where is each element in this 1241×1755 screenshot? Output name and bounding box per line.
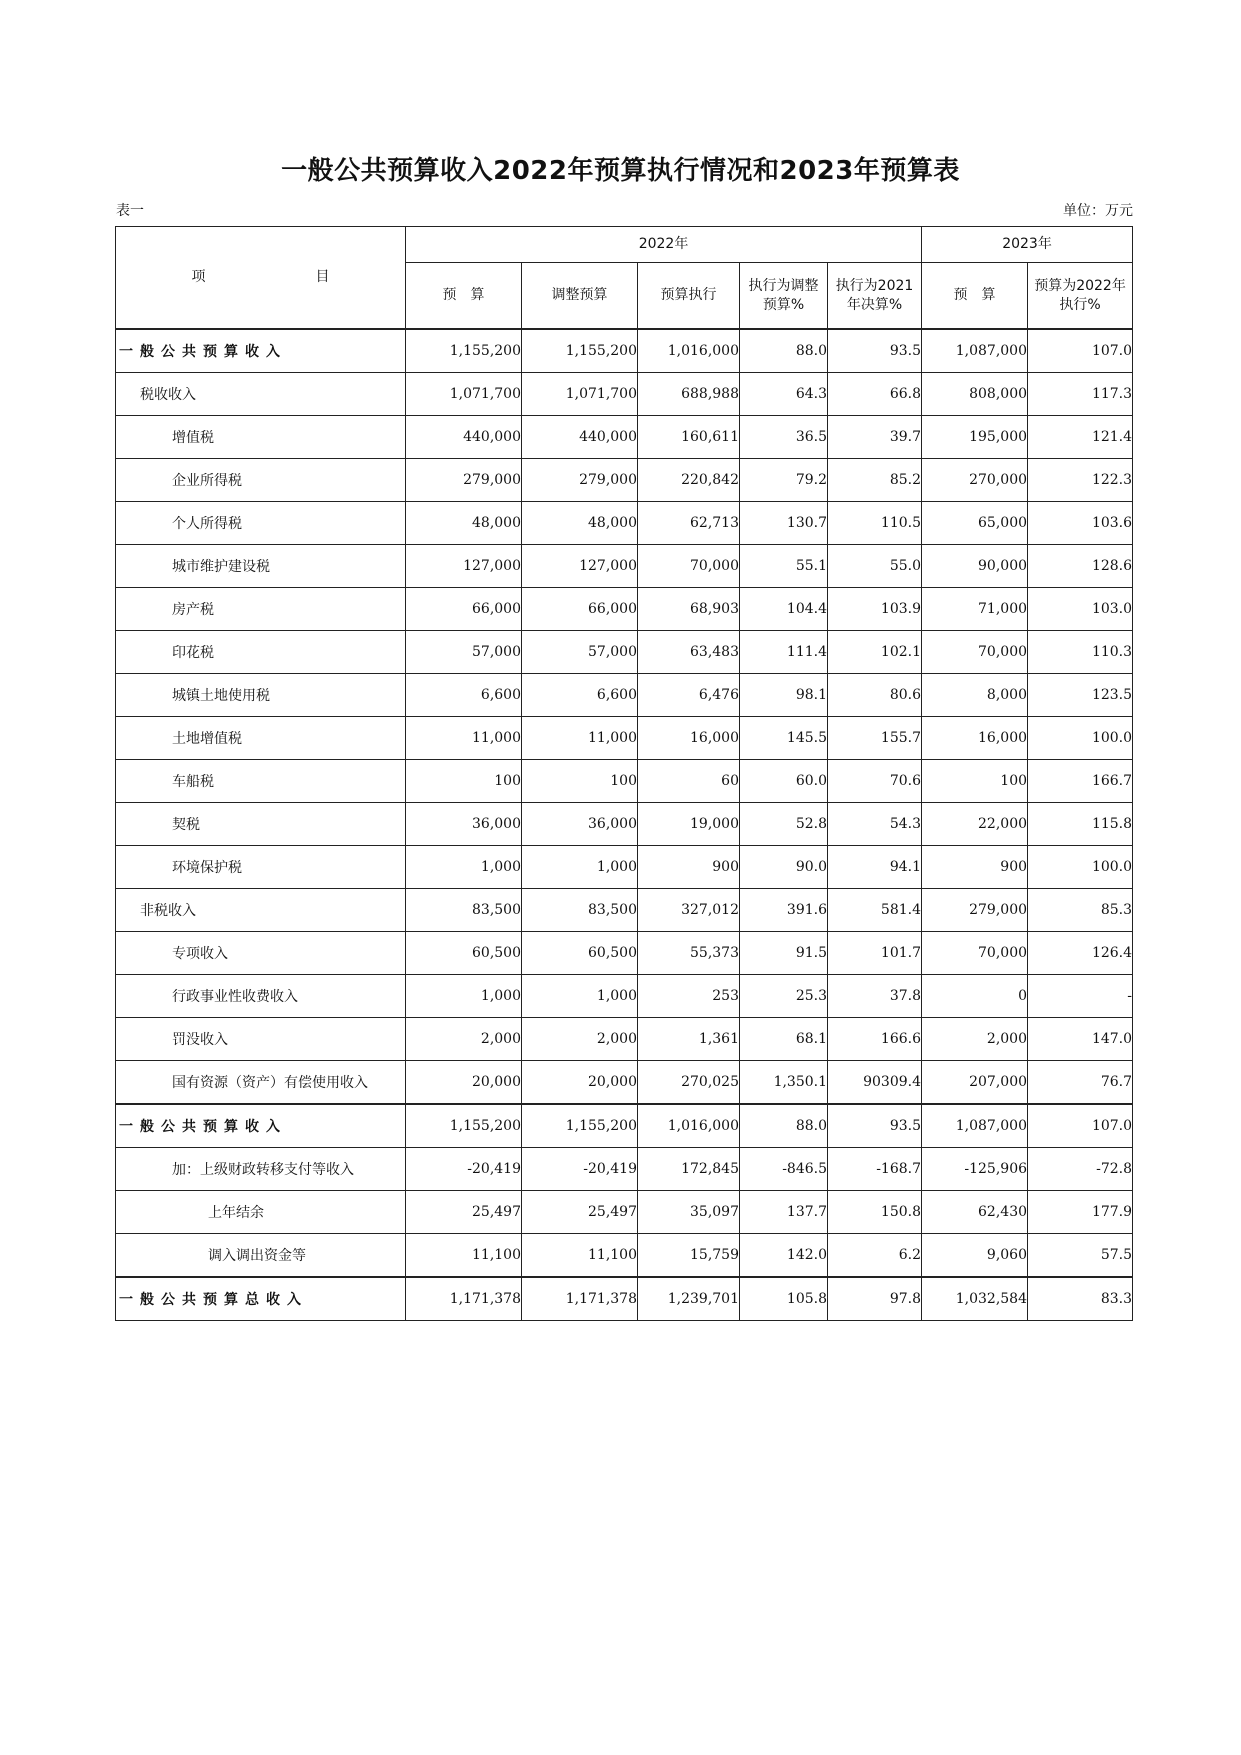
table-row xyxy=(116,674,1133,717)
row-label: 一般公共预算总收入 xyxy=(116,1277,406,1321)
value-cell: 93.5 xyxy=(828,1104,922,1148)
value-cell: 6,600 xyxy=(522,674,638,717)
value-cell: 110.3 xyxy=(1028,631,1133,674)
value-cell: 55.0 xyxy=(828,545,922,588)
value-cell: 2,000 xyxy=(406,1018,522,1061)
value-cell: 2,000 xyxy=(522,1018,638,1061)
value-cell: 1,000 xyxy=(406,846,522,889)
value-cell: 0 xyxy=(922,975,1028,1018)
table-row xyxy=(116,1148,1133,1191)
column-header: 执行为调整 预算% xyxy=(740,263,828,330)
value-cell: 55.1 xyxy=(740,545,828,588)
value-cell: 1,000 xyxy=(522,846,638,889)
value-cell: 1,032,584 xyxy=(922,1277,1028,1321)
value-cell: -20,419 xyxy=(406,1148,522,1191)
value-cell: 1,155,200 xyxy=(406,329,522,373)
value-cell: 65,000 xyxy=(922,502,1028,545)
table-row xyxy=(116,1191,1133,1234)
table-row xyxy=(116,1018,1133,1061)
value-cell: 115.8 xyxy=(1028,803,1133,846)
value-cell: 16,000 xyxy=(638,717,740,760)
row-label: 行政事业性收费收入 xyxy=(116,975,406,1018)
value-cell: 57,000 xyxy=(522,631,638,674)
value-cell: 1,087,000 xyxy=(922,329,1028,373)
table-row xyxy=(116,717,1133,760)
value-cell: 83.3 xyxy=(1028,1277,1133,1321)
value-cell: 177.9 xyxy=(1028,1191,1133,1234)
table-row xyxy=(116,846,1133,889)
value-cell: 137.7 xyxy=(740,1191,828,1234)
value-cell: 70,000 xyxy=(922,631,1028,674)
value-cell: 104.4 xyxy=(740,588,828,631)
value-cell: 60,500 xyxy=(522,932,638,975)
value-cell: 6.2 xyxy=(828,1234,922,1278)
value-cell: 71,000 xyxy=(922,588,1028,631)
column-header: 调整预算 xyxy=(522,263,638,330)
value-cell: 440,000 xyxy=(406,416,522,459)
value-cell: 103.0 xyxy=(1028,588,1133,631)
value-cell: 2,000 xyxy=(922,1018,1028,1061)
value-cell: 19,000 xyxy=(638,803,740,846)
table-row xyxy=(116,416,1133,459)
column-header: 预算为2022年 执行% xyxy=(1028,263,1133,330)
value-cell: 130.7 xyxy=(740,502,828,545)
total-row xyxy=(116,1104,1133,1148)
value-cell: 1,155,200 xyxy=(522,329,638,373)
value-cell: 327,012 xyxy=(638,889,740,932)
row-label: 土地增值税 xyxy=(116,717,406,760)
value-cell: 64.3 xyxy=(740,373,828,416)
value-cell: 270,000 xyxy=(922,459,1028,502)
value-cell: 1,000 xyxy=(406,975,522,1018)
value-cell: 166.6 xyxy=(828,1018,922,1061)
value-cell: 25,497 xyxy=(522,1191,638,1234)
value-cell: 85.2 xyxy=(828,459,922,502)
value-cell: 54.3 xyxy=(828,803,922,846)
value-cell: 166.7 xyxy=(1028,760,1133,803)
value-cell: 1,016,000 xyxy=(638,329,740,373)
value-cell: 207,000 xyxy=(922,1061,1028,1105)
value-cell: 36,000 xyxy=(406,803,522,846)
table-row xyxy=(116,631,1133,674)
row-label: 一般公共预算收入 xyxy=(116,329,406,373)
value-cell: 6,476 xyxy=(638,674,740,717)
value-cell: 279,000 xyxy=(406,459,522,502)
value-cell: 83,500 xyxy=(406,889,522,932)
value-cell: 90309.4 xyxy=(828,1061,922,1105)
value-cell: 93.5 xyxy=(828,329,922,373)
value-cell: 76.7 xyxy=(1028,1061,1133,1105)
value-cell: 39.7 xyxy=(828,416,922,459)
value-cell: 900 xyxy=(638,846,740,889)
value-cell: 107.0 xyxy=(1028,1104,1133,1148)
column-header: 预 算 xyxy=(922,263,1028,330)
value-cell: 270,025 xyxy=(638,1061,740,1105)
value-cell: 147.0 xyxy=(1028,1018,1133,1061)
row-label: 一般公共预算收入 xyxy=(116,1104,406,1148)
column-header: 执行为2021 年决算% xyxy=(828,263,922,330)
value-cell: 35,097 xyxy=(638,1191,740,1234)
item-header-part-1: 项 xyxy=(191,269,206,285)
value-cell: 279,000 xyxy=(922,889,1028,932)
value-cell: 66.8 xyxy=(828,373,922,416)
value-cell: 1,155,200 xyxy=(406,1104,522,1148)
value-cell: 160,611 xyxy=(638,416,740,459)
unit-label: 单位：万元 xyxy=(1063,203,1133,219)
value-cell: 11,000 xyxy=(406,717,522,760)
value-cell: 172,845 xyxy=(638,1148,740,1191)
table-row xyxy=(116,1061,1133,1105)
value-cell: -20,419 xyxy=(522,1148,638,1191)
value-cell: 90,000 xyxy=(922,545,1028,588)
value-cell: 91.5 xyxy=(740,932,828,975)
value-cell: 117.3 xyxy=(1028,373,1133,416)
row-label: 非税收入 xyxy=(116,889,406,932)
value-cell: 20,000 xyxy=(522,1061,638,1105)
row-label: 上年结余 xyxy=(116,1191,406,1234)
value-cell: 22,000 xyxy=(922,803,1028,846)
value-cell: 60.0 xyxy=(740,760,828,803)
value-cell: 128.6 xyxy=(1028,545,1133,588)
row-label: 契税 xyxy=(116,803,406,846)
value-cell: 11,100 xyxy=(406,1234,522,1278)
item-column-header xyxy=(116,227,406,330)
row-label: 个人所得税 xyxy=(116,502,406,545)
group-header-2023: 2023年 xyxy=(922,227,1133,263)
column-header: 预算执行 xyxy=(638,263,740,330)
value-cell: 36.5 xyxy=(740,416,828,459)
value-cell: 900 xyxy=(922,846,1028,889)
value-cell: 1,087,000 xyxy=(922,1104,1028,1148)
value-cell: 107.0 xyxy=(1028,329,1133,373)
value-cell: 1,171,378 xyxy=(522,1277,638,1321)
value-cell: 94.1 xyxy=(828,846,922,889)
value-cell: 103.6 xyxy=(1028,502,1133,545)
value-cell: 1,071,700 xyxy=(406,373,522,416)
value-cell: -846.5 xyxy=(740,1148,828,1191)
table-row xyxy=(116,502,1133,545)
row-label: 城镇土地使用税 xyxy=(116,674,406,717)
value-cell: 83,500 xyxy=(522,889,638,932)
value-cell: 1,071,700 xyxy=(522,373,638,416)
value-cell: 155.7 xyxy=(828,717,922,760)
table-row xyxy=(116,1234,1133,1278)
value-cell: 121.4 xyxy=(1028,416,1133,459)
value-cell: 101.7 xyxy=(828,932,922,975)
row-label: 环境保护税 xyxy=(116,846,406,889)
value-cell: 63,483 xyxy=(638,631,740,674)
value-cell: 85.3 xyxy=(1028,889,1133,932)
value-cell: 1,000 xyxy=(522,975,638,1018)
value-cell: 1,155,200 xyxy=(522,1104,638,1148)
value-cell: 142.0 xyxy=(740,1234,828,1278)
value-cell: 6,600 xyxy=(406,674,522,717)
value-cell: 220,842 xyxy=(638,459,740,502)
value-cell: 1,361 xyxy=(638,1018,740,1061)
table-label: 表一 xyxy=(116,203,144,219)
value-cell: 55,373 xyxy=(638,932,740,975)
value-cell: 70,000 xyxy=(638,545,740,588)
value-cell: 20,000 xyxy=(406,1061,522,1105)
value-cell: 48,000 xyxy=(406,502,522,545)
row-label: 国有资源（资产）有偿使用收入 xyxy=(116,1061,406,1105)
value-cell: 15,759 xyxy=(638,1234,740,1278)
page-title: 一般公共预算收入2022年预算执行情况和2023年预算表 xyxy=(281,156,960,186)
value-cell: 581.4 xyxy=(828,889,922,932)
value-cell: 102.1 xyxy=(828,631,922,674)
value-cell: 70,000 xyxy=(922,932,1028,975)
value-cell: 111.4 xyxy=(740,631,828,674)
row-label: 房产税 xyxy=(116,588,406,631)
value-cell: 60 xyxy=(638,760,740,803)
value-cell: 8,000 xyxy=(922,674,1028,717)
value-cell: 808,000 xyxy=(922,373,1028,416)
value-cell: 80.6 xyxy=(828,674,922,717)
value-cell: 16,000 xyxy=(922,717,1028,760)
value-cell: 79.2 xyxy=(740,459,828,502)
value-cell: - xyxy=(1028,975,1133,1018)
value-cell: -168.7 xyxy=(828,1148,922,1191)
value-cell: 88.0 xyxy=(740,1104,828,1148)
table-row xyxy=(116,932,1133,975)
value-cell: 123.5 xyxy=(1028,674,1133,717)
value-cell: 103.9 xyxy=(828,588,922,631)
value-cell: 37.8 xyxy=(828,975,922,1018)
item-header-part-2: 目 xyxy=(315,269,330,285)
value-cell: 1,350.1 xyxy=(740,1061,828,1105)
table-row xyxy=(116,459,1133,502)
column-header: 预 算 xyxy=(406,263,522,330)
value-cell: 253 xyxy=(638,975,740,1018)
value-cell: 688,988 xyxy=(638,373,740,416)
value-cell: 195,000 xyxy=(922,416,1028,459)
table-row xyxy=(116,975,1133,1018)
row-label: 税收收入 xyxy=(116,373,406,416)
total-row xyxy=(116,1277,1133,1321)
value-cell: 88.0 xyxy=(740,329,828,373)
value-cell: 68.1 xyxy=(740,1018,828,1061)
table-row xyxy=(116,803,1133,846)
value-cell: 36,000 xyxy=(522,803,638,846)
row-label: 车船税 xyxy=(116,760,406,803)
value-cell: 100 xyxy=(922,760,1028,803)
value-cell: 150.8 xyxy=(828,1191,922,1234)
row-label: 企业所得税 xyxy=(116,459,406,502)
table-row xyxy=(116,545,1133,588)
value-cell: 100.0 xyxy=(1028,846,1133,889)
value-cell: -125,906 xyxy=(922,1148,1028,1191)
value-cell: 57,000 xyxy=(406,631,522,674)
value-cell: 66,000 xyxy=(406,588,522,631)
value-cell: 9,060 xyxy=(922,1234,1028,1278)
value-cell: 1,171,378 xyxy=(406,1277,522,1321)
value-cell: 1,239,701 xyxy=(638,1277,740,1321)
value-cell: 100 xyxy=(522,760,638,803)
row-label: 调入调出资金等 xyxy=(116,1234,406,1278)
value-cell: -72.8 xyxy=(1028,1148,1133,1191)
value-cell: 68,903 xyxy=(638,588,740,631)
value-cell: 127,000 xyxy=(406,545,522,588)
value-cell: 66,000 xyxy=(522,588,638,631)
table-row xyxy=(116,889,1133,932)
value-cell: 97.8 xyxy=(828,1277,922,1321)
budget-table xyxy=(115,226,1133,1321)
value-cell: 90.0 xyxy=(740,846,828,889)
value-cell: 105.8 xyxy=(740,1277,828,1321)
value-cell: 145.5 xyxy=(740,717,828,760)
group-header-2022: 2022年 xyxy=(406,227,922,263)
value-cell: 11,000 xyxy=(522,717,638,760)
row-label: 印花税 xyxy=(116,631,406,674)
value-cell: 70.6 xyxy=(828,760,922,803)
value-cell: 52.8 xyxy=(740,803,828,846)
value-cell: 98.1 xyxy=(740,674,828,717)
value-cell: 440,000 xyxy=(522,416,638,459)
row-label: 专项收入 xyxy=(116,932,406,975)
table-row xyxy=(116,760,1133,803)
row-label: 增值税 xyxy=(116,416,406,459)
value-cell: 25,497 xyxy=(406,1191,522,1234)
value-cell: 279,000 xyxy=(522,459,638,502)
table-row xyxy=(116,373,1133,416)
value-cell: 100.0 xyxy=(1028,717,1133,760)
value-cell: 126.4 xyxy=(1028,932,1133,975)
value-cell: 25.3 xyxy=(740,975,828,1018)
value-cell: 127,000 xyxy=(522,545,638,588)
value-cell: 60,500 xyxy=(406,932,522,975)
value-cell: 1,016,000 xyxy=(638,1104,740,1148)
row-label: 城市维护建设税 xyxy=(116,545,406,588)
value-cell: 57.5 xyxy=(1028,1234,1133,1278)
value-cell: 110.5 xyxy=(828,502,922,545)
value-cell: 391.6 xyxy=(740,889,828,932)
value-cell: 62,430 xyxy=(922,1191,1028,1234)
table-row xyxy=(116,588,1133,631)
value-cell: 122.3 xyxy=(1028,459,1133,502)
total-row xyxy=(116,329,1133,373)
value-cell: 48,000 xyxy=(522,502,638,545)
value-cell: 11,100 xyxy=(522,1234,638,1278)
value-cell: 62,713 xyxy=(638,502,740,545)
value-cell: 100 xyxy=(406,760,522,803)
row-label: 加：上级财政转移支付等收入 xyxy=(116,1148,406,1191)
row-label: 罚没收入 xyxy=(116,1018,406,1061)
